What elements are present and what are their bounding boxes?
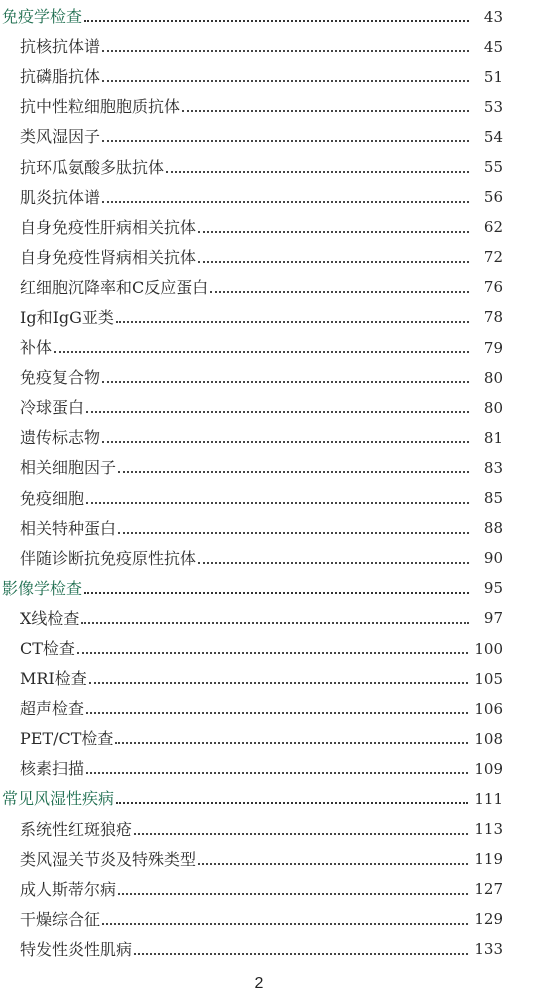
toc-page-number: 80: [483, 398, 503, 417]
dot-leader: [118, 893, 468, 895]
toc-page-number: 127: [474, 880, 503, 899]
toc-page-number: 88: [483, 519, 503, 538]
dot-leader: [210, 291, 469, 293]
toc-entry[interactable]: [0, 935, 539, 965]
toc-title: 抗核抗体谱: [20, 37, 101, 57]
toc-title: 影像学检查: [2, 578, 83, 598]
toc-title: 超声检查: [20, 699, 85, 719]
toc-page-number: 100: [474, 639, 503, 658]
dot-leader: [89, 682, 469, 684]
toc-title: 伴随诊断抗免疫原性抗体: [20, 548, 197, 568]
toc-entry[interactable]: [0, 213, 539, 243]
toc-entry[interactable]: [0, 333, 539, 363]
toc-section-heading[interactable]: [0, 784, 539, 814]
toc-section-heading[interactable]: [0, 2, 539, 32]
toc-entry[interactable]: [0, 92, 539, 122]
toc-page-number: 76: [483, 278, 503, 297]
dot-leader: [118, 471, 469, 473]
toc-title: 抗中性粒细胞胞质抗体: [20, 97, 181, 117]
toc-title: X线检查: [20, 608, 80, 628]
toc-title: 免疫学检查: [2, 7, 83, 27]
toc-entry[interactable]: [0, 634, 539, 664]
dot-leader: [102, 201, 469, 203]
toc-page-number: 109: [474, 759, 503, 778]
toc-entry[interactable]: [0, 453, 539, 483]
dot-leader: [84, 592, 469, 594]
toc-entry[interactable]: [0, 363, 539, 393]
toc-entry[interactable]: [0, 514, 539, 544]
toc-title: 类风湿关节炎及特殊类型: [20, 849, 197, 869]
toc-title: Ig和IgG亚类: [20, 307, 114, 327]
toc-page-number: 105: [474, 669, 503, 688]
toc-title: 补体: [20, 338, 53, 358]
toc-page-number: 108: [474, 729, 503, 748]
toc-entry[interactable]: [0, 905, 539, 935]
toc-entry[interactable]: [0, 423, 539, 453]
toc-entry[interactable]: [0, 152, 539, 182]
toc-page-number: 51: [483, 67, 503, 86]
toc-title: 遗传标志物: [20, 428, 101, 448]
toc-page-number: 111: [474, 789, 503, 808]
toc-entry[interactable]: [0, 604, 539, 634]
toc-page-number: 90: [483, 549, 503, 568]
toc-entry[interactable]: [0, 32, 539, 62]
dot-leader: [198, 863, 468, 865]
toc-page-number: 95: [483, 579, 503, 598]
dot-leader: [116, 802, 468, 804]
toc-page-number: 78: [483, 308, 503, 327]
toc-entry[interactable]: [0, 183, 539, 213]
dot-leader: [102, 381, 469, 383]
toc-page-number: 106: [474, 699, 503, 718]
toc-entry[interactable]: [0, 303, 539, 333]
toc-entry[interactable]: [0, 393, 539, 423]
toc-entry[interactable]: [0, 484, 539, 514]
toc-page-number: 54: [483, 127, 503, 146]
toc-entry[interactable]: [0, 243, 539, 273]
toc-page-number: 83: [483, 458, 503, 477]
toc-entry[interactable]: [0, 544, 539, 574]
dot-leader: [198, 261, 469, 263]
toc-title: MRI检查: [20, 669, 87, 689]
toc-title: 相关细胞因子: [20, 458, 117, 478]
dot-leader: [54, 351, 469, 353]
toc-title: 常见风湿性疾病: [2, 789, 115, 809]
toc-title: 免疫细胞: [20, 488, 85, 508]
toc-page-number: 62: [483, 218, 503, 237]
toc-title: 相关特种蛋白: [20, 518, 117, 538]
dot-leader: [134, 833, 468, 835]
dot-leader: [86, 772, 468, 774]
toc-entry[interactable]: [0, 845, 539, 875]
toc-entry[interactable]: [0, 122, 539, 152]
toc-title: 肌炎抗体谱: [20, 187, 101, 207]
dot-leader: [134, 953, 468, 955]
dot-leader: [102, 441, 469, 443]
toc-entry[interactable]: [0, 664, 539, 694]
dot-leader: [86, 712, 468, 714]
toc-page-number: 97: [483, 609, 503, 628]
toc-title: 特发性炎性肌病: [20, 939, 133, 959]
toc-page-number: 119: [474, 850, 503, 869]
dot-leader: [86, 411, 469, 413]
toc-title: 冷球蛋白: [20, 398, 85, 418]
toc-title: 成人斯蒂尔病: [20, 879, 117, 899]
toc-title: 自身免疫性肝病相关抗体: [20, 217, 197, 237]
dot-leader: [84, 20, 469, 22]
dot-leader: [102, 80, 469, 82]
toc-title: 自身免疫性肾病相关抗体: [20, 247, 197, 267]
toc-page-number: 56: [483, 188, 503, 207]
toc-title: 干燥综合征: [20, 909, 101, 929]
toc-entry[interactable]: [0, 724, 539, 754]
toc-title: 抗环瓜氨酸多肽抗体: [20, 157, 165, 177]
toc-entry[interactable]: [0, 694, 539, 724]
toc-page-number: 85: [483, 489, 503, 508]
dot-leader: [77, 652, 468, 654]
toc-entry[interactable]: [0, 62, 539, 92]
toc-entry[interactable]: [0, 815, 539, 845]
toc-title: CT检查: [20, 639, 75, 659]
toc-page-number: 133: [474, 940, 503, 959]
dot-leader: [102, 50, 469, 52]
toc-page-number: 53: [483, 97, 503, 116]
toc-section-heading[interactable]: [0, 574, 539, 604]
dot-leader: [198, 562, 469, 564]
dot-leader: [102, 140, 469, 142]
toc-page-number: 55: [483, 158, 503, 177]
toc-entry[interactable]: [0, 273, 539, 303]
toc-title: PET/CT检查: [20, 729, 114, 749]
toc-title: 系统性红斑狼疮: [20, 819, 133, 839]
dot-leader: [81, 622, 469, 624]
toc-page-number: 113: [474, 820, 503, 839]
toc-entry[interactable]: [0, 754, 539, 784]
toc-title: 核素扫描: [20, 759, 85, 779]
toc-page-number: 43: [483, 7, 503, 26]
toc-title: 红细胞沉降率和C反应蛋白: [20, 277, 209, 297]
toc-entry[interactable]: [0, 875, 539, 905]
toc-page-number: 81: [483, 428, 503, 447]
dot-leader: [86, 502, 469, 504]
page-number: 2: [254, 975, 264, 992]
table-of-contents: [0, 2, 539, 965]
toc-page-number: 45: [483, 37, 503, 56]
toc-page-number: 79: [483, 338, 503, 357]
dot-leader: [102, 923, 468, 925]
toc-page-number: 72: [483, 248, 503, 267]
dot-leader: [115, 742, 468, 744]
toc-title: 抗磷脂抗体: [20, 67, 101, 87]
dot-leader: [198, 231, 469, 233]
dot-leader: [166, 171, 469, 173]
dot-leader: [118, 532, 469, 534]
toc-title: 类风湿因子: [20, 127, 101, 147]
dot-leader: [116, 321, 469, 323]
toc-page-number: 129: [474, 910, 503, 929]
toc-title: 免疫复合物: [20, 368, 101, 388]
toc-page-number: 80: [483, 368, 503, 387]
dot-leader: [182, 110, 469, 112]
